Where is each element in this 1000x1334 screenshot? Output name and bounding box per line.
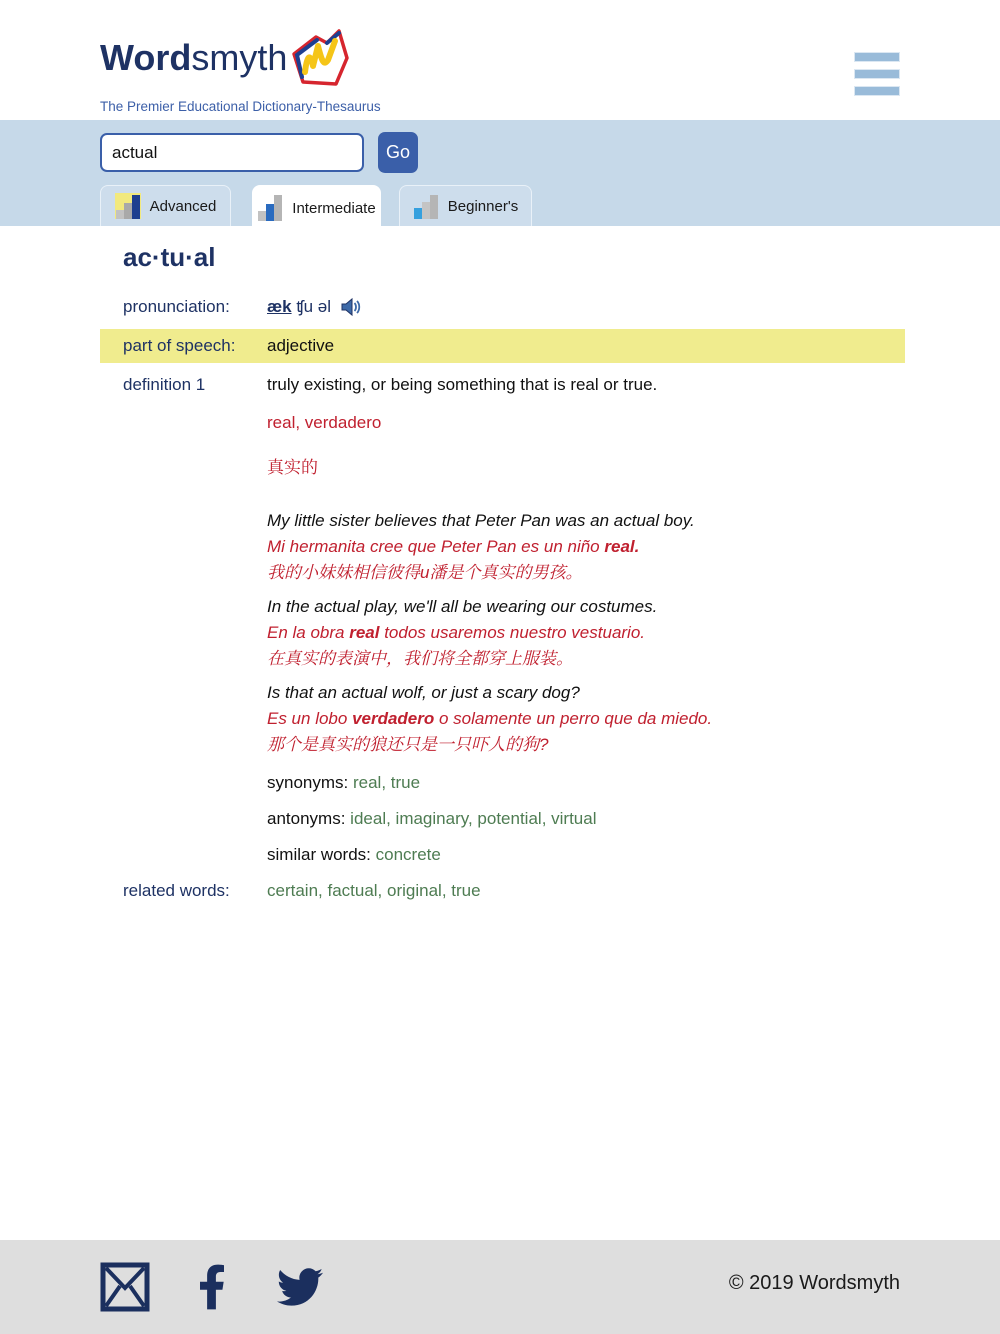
similar-words-label: similar words:	[267, 845, 371, 864]
antonyms-label: antonyms:	[267, 809, 346, 828]
example-chinese: 那个是真实的狼还只是一只吓人的狗?	[267, 735, 549, 754]
intermediate-level-icon	[257, 195, 283, 221]
translation-spanish: real, verdadero	[267, 413, 382, 432]
example-group	[267, 680, 1000, 758]
pronunciation-label: pronunciation:	[123, 297, 230, 316]
related-words-row	[123, 880, 1000, 902]
headword: ac·tu·al	[123, 242, 216, 272]
speaker-icon[interactable]	[341, 297, 363, 317]
example-english: My little sister believes that Peter Pan was an actual boy.	[267, 511, 695, 530]
synonyms-label: synonyms:	[267, 773, 349, 792]
synonyms-row	[267, 772, 1000, 794]
tab-advanced-label: Advanced	[149, 197, 217, 215]
twitter-icon[interactable]	[274, 1264, 326, 1310]
beginners-level-icon	[413, 193, 439, 219]
search-band	[0, 120, 1000, 226]
related-words-links[interactable]: certain, factual, original, true	[267, 881, 481, 900]
advanced-level-icon	[115, 193, 141, 219]
logo[interactable]	[100, 28, 381, 114]
search-input[interactable]	[100, 133, 364, 172]
example-chinese: 在真实的表演中，我们将全都穿上服装。	[267, 649, 573, 668]
tab-intermediate-label: Intermediate	[292, 199, 376, 217]
email-icon[interactable]	[100, 1262, 150, 1312]
menu-bar	[854, 52, 900, 62]
example-english: Is that an actual wolf, or just a scary dog?	[267, 683, 580, 702]
definition-row	[123, 375, 1000, 395]
synonyms-links[interactable]: real, true	[352, 773, 421, 792]
definition-label: definition 1	[123, 375, 206, 394]
example-group	[267, 508, 1000, 586]
example-spanish: Es un lobo verdadero o solamente un perro que da miedo.	[267, 709, 713, 728]
tab-beginners-label: Beginner's	[447, 197, 519, 215]
wordsmyth-logo-mark-icon	[289, 28, 351, 91]
definition-text: truly existing, or being something that is real or true.	[267, 375, 658, 394]
part-of-speech-value: adjective	[267, 336, 335, 355]
logo-smyth: smyth	[191, 37, 288, 78]
footer	[0, 1240, 1000, 1334]
entry-content	[0, 226, 1000, 1240]
related-words-label: related words:	[123, 881, 230, 900]
go-button[interactable]: Go	[378, 132, 418, 173]
example-chinese: 我的小妹妹相信彼得u潘是个真实的男孩。	[267, 563, 583, 582]
level-tabs	[100, 185, 532, 230]
example-spanish: En la obra real todos usaremos nuestro vestuario.	[267, 623, 646, 642]
menu-icon[interactable]	[854, 52, 900, 96]
part-of-speech-label: part of speech:	[123, 336, 236, 355]
pronunciation-stressed[interactable]: æk	[267, 297, 292, 316]
logo-word: Word	[100, 37, 192, 78]
facebook-icon[interactable]	[198, 1262, 226, 1312]
pronunciation-row	[123, 297, 1000, 317]
tab-advanced[interactable]	[100, 185, 231, 226]
antonyms-row	[267, 808, 1000, 830]
header	[0, 0, 1000, 120]
example-sentences	[267, 508, 1000, 758]
tab-beginners[interactable]	[399, 185, 532, 226]
pronunciation-value	[267, 297, 363, 317]
translation-chinese: 真实的	[267, 458, 318, 477]
menu-bar	[854, 86, 900, 96]
example-spanish: Mi hermanita cree que Peter Pan es un niño real.	[267, 537, 640, 556]
similar-words-row	[267, 844, 1000, 866]
part-of-speech-row	[100, 329, 905, 363]
example-english: In the actual play, we'll all be wearing our costumes.	[267, 597, 658, 616]
menu-bar	[854, 69, 900, 79]
logo-text	[100, 28, 287, 76]
example-group	[267, 594, 1000, 672]
antonyms-links[interactable]: ideal, imaginary, potential, virtual	[350, 809, 597, 828]
tagline: The Premier Educational Dictionary-Thesaurus	[100, 99, 381, 114]
similar-words-links[interactable]: concrete	[375, 845, 441, 864]
pronunciation-rest: ʧu əl	[291, 297, 332, 316]
tab-intermediate[interactable]	[252, 185, 381, 230]
copyright-text: © 2019 Wordsmyth	[728, 1272, 900, 1294]
